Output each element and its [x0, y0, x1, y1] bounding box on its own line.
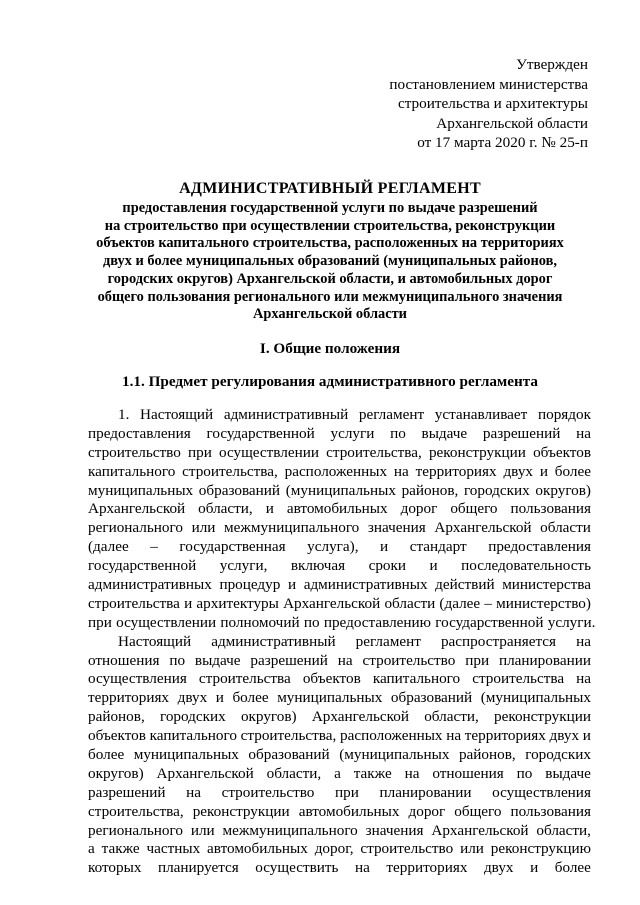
body-line: отношения по выдаче разрешений на строительство при планировании [88, 651, 591, 669]
document-subtitle-line: на строительство при осуществлении строительства, реконструкции [104, 217, 556, 234]
section-heading: I. Общие положения [259, 340, 401, 357]
body-line: строительства и архитектуры Архангельской области (далее – министерство) [88, 594, 591, 612]
approval-line: Утвержден [516, 56, 588, 73]
body-line: (далее – государственная услуга), и стандарт предоставления [88, 538, 591, 556]
approval-stamp [389, 55, 588, 153]
body-text [88, 406, 596, 878]
body-line: территориях двух и более муниципальных образований (муниципальных [88, 689, 591, 707]
document-title-block [60, 178, 600, 324]
document-subtitle-line: двух и более муниципальных образований (муниципальных районов, [103, 253, 557, 270]
body-line: капитального строительства, расположенных на территориях двух и более [88, 462, 591, 480]
body-line: регионального или межмуниципального значения Архангельской области, [88, 821, 591, 839]
body-line: осуществления строительства объектов капитального строительства на [88, 670, 591, 688]
document-subtitle-line: общего пользования регионального или межмуниципального значения [97, 288, 563, 305]
body-line: Настоящий административный регламент распространяется на [118, 632, 591, 650]
approval-line: постановлением министерства [389, 75, 588, 93]
body-line: объектов капитального строительства, расположенных на территориях двух и [88, 727, 591, 745]
body-line: предоставления государственной услуги по выдаче разрешений на [88, 424, 591, 442]
document-subtitle-line: Архангельской области [253, 306, 407, 323]
document-subtitle-line: городских округов) Архангельской области, и автомобильных дорог [107, 270, 553, 287]
body-line: строительства, реконструкции автомобильных дорог общего пользования [88, 802, 591, 820]
body-line: Архангельской области, и автомобильных дорог общего пользования [88, 500, 591, 518]
document-title: АДМИНИСТРАТИВНЫЙ РЕГЛАМЕНТ [179, 180, 481, 197]
body-line: государственной услуги, включая сроки и последовательность [88, 557, 591, 575]
body-line: административных процедур и административных действий министерства [88, 576, 591, 594]
document-subtitle-line: объектов капитального строительства, расположенных на территориях [96, 235, 564, 252]
body-line: разрешений на строительство при планировании осуществления [88, 783, 591, 801]
body-line: районов, городских округов) Архангельской области, реконструкции [88, 708, 591, 726]
approval-line: от 17 марта 2020 г. № 25-п [417, 134, 588, 151]
body-line: 1. Настоящий административный регламент устанавливает порядок [118, 406, 591, 423]
body-line: муниципальных образований (муниципальных районов, городских округов) [88, 481, 591, 499]
document-subtitle-line: предоставления государственной услуги по выдаче разрешений [122, 200, 538, 216]
body-line: при осуществлении полномочий по предоставлению государственной услуги. [88, 613, 596, 631]
body-line: строительство при осуществлении строительства, реконструкции объектов [88, 443, 591, 461]
body-line: регионального или межмуниципального значения Архангельской области [88, 519, 591, 537]
subsection-heading: 1.1. Предмет регулирования административного регламента [121, 373, 539, 390]
body-line: а также частных автомобильных дорог, строительство или реконструкцию [88, 840, 591, 858]
body-line: которых планируется осуществить на территориях двух и более [88, 859, 591, 877]
body-line: более муниципальных образований (муниципальных районов, городских [88, 746, 591, 764]
body-line: округов) Архангельской области, а также на отношения по выдаче [88, 764, 591, 782]
approval-line: строительства и архитектуры [397, 95, 588, 112]
approval-line: Архангельской области [436, 114, 588, 132]
